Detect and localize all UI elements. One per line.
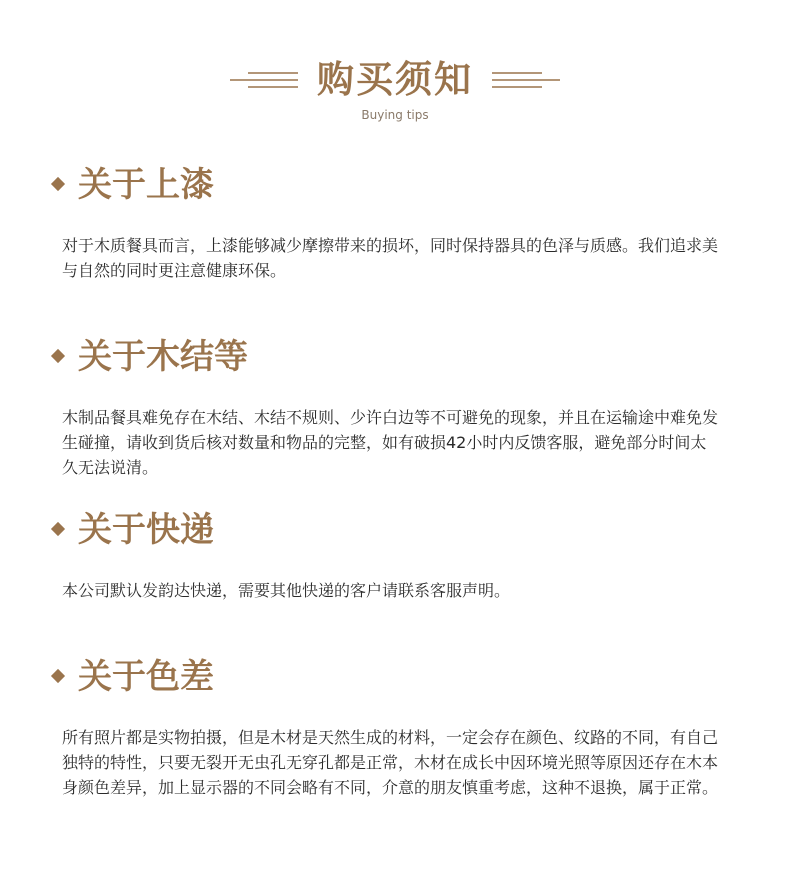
page-title: 购买须知 xyxy=(317,58,473,101)
section-title: 关于上漆 xyxy=(78,165,214,205)
section-body: 所有照片都是实物拍摄，但是木材是天然生成的材料，一定会存在颜色、纹路的不同，有自己独特的特性，只要无裂开无虫孔无穿孔都是正常，木材在成长中因环境光照等原因还存在木本身颜色差异，加上显示器的不同会略有不同，介意的朋友慎重考虑，这种不退换，属于正常。 xyxy=(62,728,719,797)
section-title: 关于木结等 xyxy=(78,337,248,377)
section-heading xyxy=(50,508,450,552)
section-heading xyxy=(50,163,450,207)
section-title: 关于色差 xyxy=(78,657,214,697)
diamond-bullet-icon xyxy=(51,177,65,191)
diamond-bullet-icon xyxy=(51,522,65,536)
section-heading xyxy=(50,335,450,379)
section-body: 对于木质餐具而言，上漆能够减少摩擦带来的损坏，同时保持器具的色泽与质感。我们追求美与自然的同时更注意健康环保。 xyxy=(62,236,719,280)
diamond-bullet-icon xyxy=(51,349,65,363)
diamond-bullet-icon xyxy=(51,669,65,683)
section-body: 本公司默认发韵达快递，需要其他快递的客户请联系客服声明。 xyxy=(62,581,511,600)
section-title: 关于快递 xyxy=(78,510,214,550)
section-heading xyxy=(50,655,450,699)
page-subtitle: Buying tips xyxy=(361,108,429,122)
page-header xyxy=(0,55,790,135)
section-body: 木制品餐具难免存在木结、木结不规则、少许白边等不可避免的现象，并且在运输途中难免发生碰撞，请收到货后核对数量和物品的完整，如有破损42小时内反馈客服，避免部分时间太久无法说清。 xyxy=(62,408,719,477)
header-lines-right-decoration xyxy=(490,67,570,93)
